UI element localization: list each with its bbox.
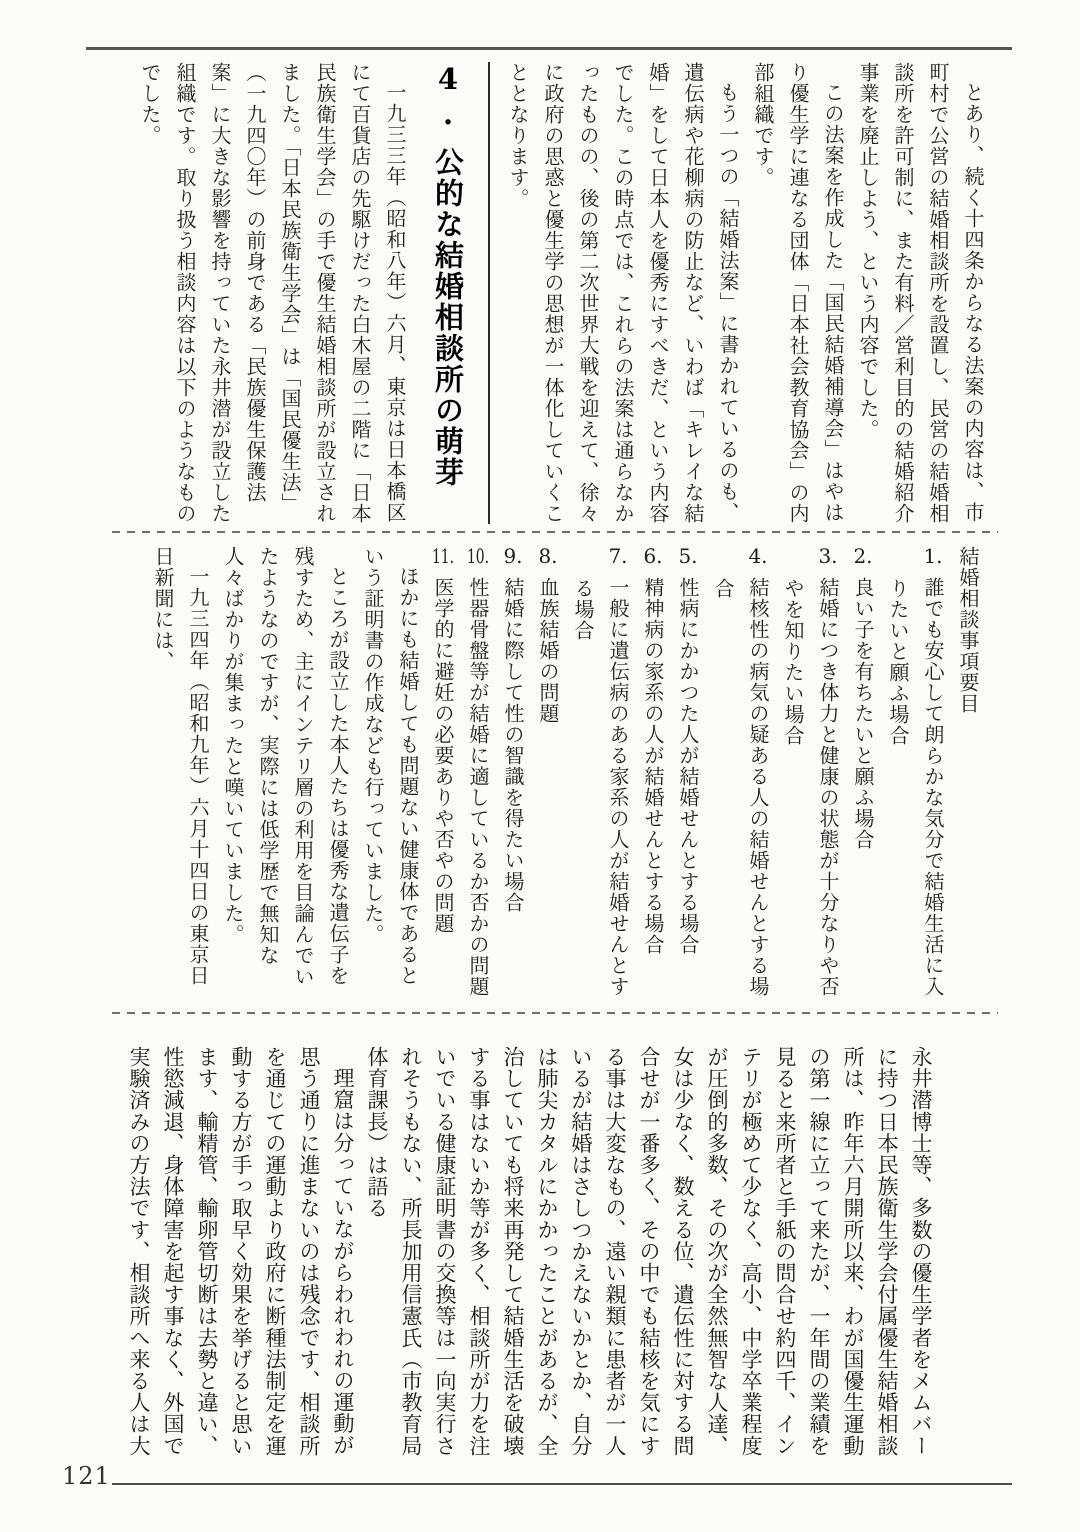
quote-paragraph: 理窟は分っていながらわれわれの運動が思う通りに進まないのは残念です、相談所を通じての運動より政府に断種法制定を運動する方が手っ取早く効果を挙げると思います、輸精管、輸卵管切断は去勢と違い、性慾減退、身体障害を起す事なく、外国で実験済みの方法です、相談所へ来る人は大 — [127, 1046, 355, 1457]
paragraph: もう一つの「結婚法案」に書かれているのも、遺伝病や花柳病の防止など、いわば「キレイな結婚」をして日本人を優秀にすべきだ、という内容でした。この時点では、これらの法案は通らなかったものの、後の第二次世界大戦を迎えて、徐々に政府の思惑と優生学の思想が一体化していくこととなります。 — [506, 62, 740, 524]
list-item-text: 結婚につき体力と健康の状態が十分なりや否やを知りたい場合 — [781, 577, 840, 997]
section-divider-dashed — [112, 531, 998, 533]
list-item-text: 医学的に避妊の必要ありや否やの問題 — [431, 577, 455, 934]
page-number: 121 — [62, 1462, 111, 1490]
section-body-text — [88, 62, 990, 524]
list-item-number: 7. — [608, 546, 628, 566]
chapter-heading-title: 公的な結婚相談所の萌芽 — [431, 146, 465, 488]
list-item-number: 4. — [748, 546, 768, 566]
list-item-text: 精神病の家系の人が結婚せんとする場合 — [641, 577, 665, 955]
section-consultation-list — [103, 546, 985, 1006]
list-title: 結婚相談事項要目 — [956, 546, 980, 714]
list-item-number: 10. — [467, 546, 489, 566]
list-item — [565, 546, 635, 1006]
list-item-text: 誰でも安心して朗らかな気分で結婚生活に入りたいと願ふ場合 — [886, 577, 945, 997]
paragraph: ところが設立した本人たちは優秀な遺伝子を残すため、主にインテリ層の利用を目論んでいたようなのですが、実際には低学歴で無知な人々ばかりが集まったと嘆いていました。 — [221, 546, 350, 987]
list-item — [425, 546, 460, 1006]
list-item-number: 1. — [923, 546, 943, 566]
list-item — [845, 546, 880, 1006]
list-item-number: 11. — [432, 546, 454, 566]
list-item-number: 3. — [818, 546, 838, 566]
list-item — [460, 546, 495, 1006]
list-item-number: 2. — [853, 546, 873, 566]
list-item-number: 9. — [503, 546, 523, 566]
list-item-text: 良い子を有ちたいと願ふ場合 — [851, 577, 875, 850]
section-divider-dashed — [112, 1012, 998, 1014]
quote-paragraph: 永井潜博士等、多数の優生学者をメムバーに持つ日本民族衛生学会付属優生結婚相談所は、昨年六月開所以来、わが国優生運動の第一線に立って来たが、一年間の業績を見ると来所者と手紙の問合せ約四千、インテリが極めて少なく、高小、中学卒業程度が圧倒的多数、その次が全然無智な人達、女は少なく、数える位、遺伝性に対する問合せが一番多く、その中でも結核を気にする事は大変なもの、遠い親類に患者が一人いるが結婚はさしつかえないかとか、自分は肺尖カタルにかかったことがあるが、全治していても将来再発して結婚生活を破壊する事はないか等が多く、相談所が力を注いでいる健康証明書の交換等は一向実行されそうもない、所長加用信憲氏（市教育局体育課長）は語る — [365, 1046, 933, 1457]
list-item — [880, 546, 950, 1006]
paragraph: 一九三四年（昭和九年）六月十四日の東京日日新聞には、 — [151, 546, 210, 986]
footer-rule — [112, 1483, 1012, 1485]
list-item-text: 血族結婚の問題 — [536, 577, 560, 724]
list-item-text: 結婚に際して性の智識を得たい場合 — [501, 577, 525, 913]
list-item-text: 性病にかかつた人が結婚せんとする場合 — [676, 577, 700, 955]
list-item — [775, 546, 845, 1006]
list-item — [705, 546, 775, 1006]
chapter-heading — [428, 62, 490, 524]
paragraph: この法案を作成した「国民結婚補導会」はやはり優生学に連なる団体「日本社会教育協会」の内部組織です。 — [751, 62, 845, 524]
list-item — [670, 546, 705, 1006]
paragraph: 一九三三年（昭和八年）六月、東京は日本橋区にて百貨店の先駆けだった白木屋の二階に「日本民族衛生学会」の手で優生結婚相談所が設立されました。「日本民族衛生学会」は「国民優生法」（一九四〇年）の前身である「民族優生保護法案」に大きな影響を持っていた永井潜が設立した組織です。取り扱う相談内容は以下のようなものでした。 — [138, 62, 407, 524]
list-item-number: 8. — [538, 546, 558, 566]
list-item-text: 性器骨盤等が結婚に適しているか否かの問題 — [466, 577, 490, 997]
list-item — [635, 546, 670, 1006]
list-item — [530, 546, 565, 1006]
paragraph: とあり、続く十四条からなる法案の内容は、市町村で公営の結婚相談所を設置し、民営の結婚相談所を許可制に、また有料／営利目的の結婚紹介事業を廃止しよう、という内容でした。 — [856, 62, 985, 524]
header-rule — [86, 47, 1012, 50]
list-item-number: 5. — [678, 546, 698, 566]
list-item-text: 結核性の病気の疑ある人の結婚せんとする場合 — [711, 577, 770, 997]
section-newspaper-quote — [118, 1046, 938, 1458]
list-item-text: 一般に遺伝病のある家系の人が結婚せんとする場合 — [571, 577, 630, 997]
list-item-number: 6. — [643, 546, 663, 566]
chapter-heading-number: 4. — [431, 62, 465, 132]
list-item — [495, 546, 530, 1006]
paragraph: ほかにも結婚しても問題ない健康体であるという証明書の作成なども行っていました。 — [361, 546, 420, 986]
